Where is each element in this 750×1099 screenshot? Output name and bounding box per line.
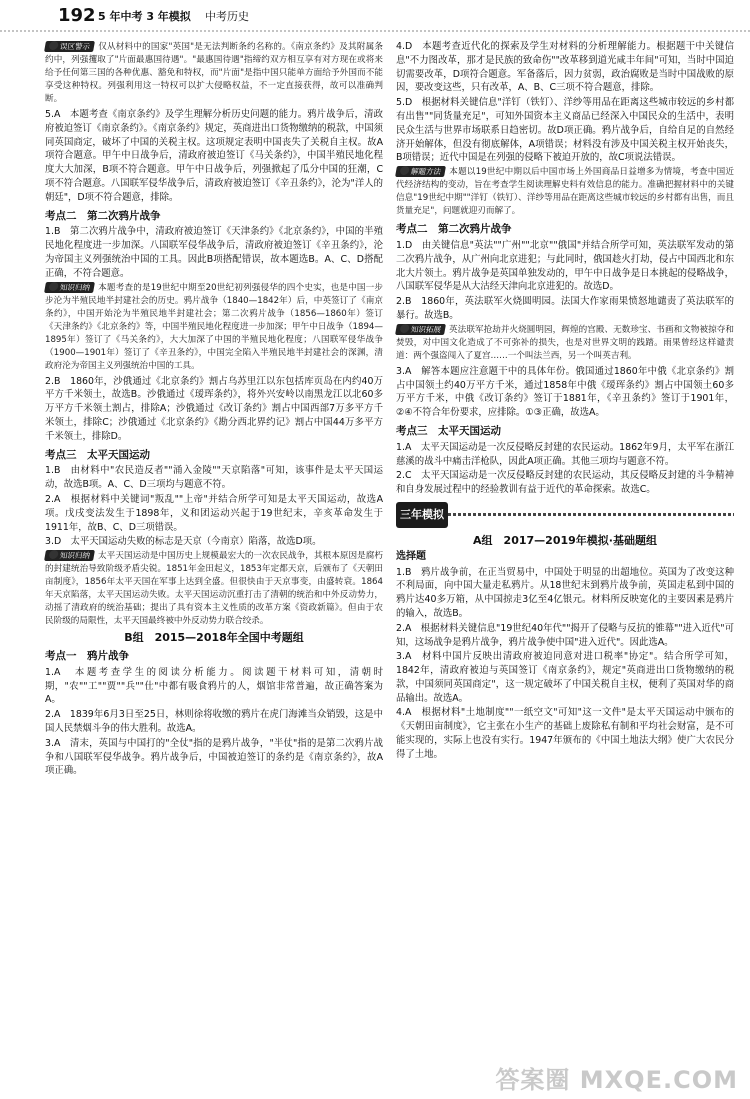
answer-paragraph: 1.B 第二次鸦片战争中，清政府被迫签订《天津条约》《北京条约》，中国的半殖民地化程度进一步加深。八国联军侵华战争后，清政府被迫签订《辛丑条约》，沦为帝国主义列强统治中国的工具。因此B项搭配错误，故本题选B。A、C、D搭配正确，不符合题意。 <box>45 226 383 279</box>
answer-paragraph: 3.A 清末，英国与中国打的"全仗"指的是鸦片战争，"半仗"指的是第二次鸦片战争和八国联军侵华战争。鸦片战争后，中国被迫签订的条约是《南京条约》，故A项正确。 <box>45 737 383 777</box>
answer-paragraph: 3.D 太平天国运动失败的标志是天京（今南京）陷落，故选D项。 <box>45 536 322 548</box>
watermark: 答案圈 MXQE.COM <box>495 1066 738 1094</box>
answer-paragraph: 2.A 1839年6月3日至25日，林则徐将收缴的鸦片在虎门海滩当众销毁，这是中国人民禁烟斗争的伟大胜利。故选A。 <box>45 709 383 734</box>
answer-paragraph: 2.C 太平天国运动是一次反侵略反封建的农民运动，其反侵略反封建的斗争精神和自身发展过程中的经验教训有益于近代的革命探索。故选C。 <box>396 470 734 496</box>
callout-extension: 知识拓展 英法联军抢劫并火烧圆明园，辉煌的宫殿、无数珍宝、书画和文物被掠夺和焚毁，对中国文化造成了不可弥补的损失，也是对世界文明的践踏。雨果曾经这样谴责道：两个强盗闯入了夏宫……一个叫法兰西，另一个叫英吉利。 <box>396 324 734 361</box>
callout-tag: 知识归纳 <box>44 550 95 561</box>
answer-paragraph: 2.B 1860年，沙俄通过《北京条约》割占乌苏里江以东包括库页岛在内约40万平方千米领土，故选B。沙俄通过《瑷珲条约》，将外兴安岭以南黑龙江以北60多万平方千米领土割占，排除A；沙俄通过《改订条约》割占中国西部7万多平方千米领土，排除C；沙俄通过《北京条约》《勘分西北界约记》割占中国44万多平方千米领土，排除D。 <box>45 375 383 442</box>
answer-paragraph: 2.B 1860年，英法联军火烧圆明园。法国大作家雨果愤怒地谴责了英法联军的暴行。故选B。 <box>396 296 734 321</box>
section-heading: 考点二 第二次鸦片战争 <box>396 223 512 236</box>
book-subtitle: 中考历史 <box>205 10 249 23</box>
page-number: 192 <box>58 5 96 26</box>
answer-paragraph: 2.A 根据材料关键信息"19世纪40年代""揭开了侵略与反抗的锥幕""进入近代"可知，这场战争是鸦片战争，鸦片战争使中国"进入近代"。因此选A。 <box>396 622 734 648</box>
callout-tag: 误区警示 <box>44 41 95 52</box>
answer-paragraph: 1.B 由材料中"农民造反者""涌入金陵""天京陷落"可知，该事件是太平天国运动，故选B项。A、C、D三项均与题意不符。 <box>45 465 383 491</box>
callout-method: 解题方法 本题以19世纪中期以后中国市场上外国商品日益增多为情境，考查中国近代经济结构的变动，旨在考查学生阅读理解史料有效信息的能力。准确把握材料中的关键信息"19世纪中期""洋钉（铁钉）、洋纱等用品在距离这些城市较远的乡村都有出售，而且货量充足"，问题就迎刃而解了。 <box>396 167 734 217</box>
left-column <box>45 40 383 779</box>
three-year-banner <box>396 501 734 529</box>
banner-badge: 三年模拟 <box>396 502 448 528</box>
section-heading: 考点三 太平天国运动 <box>45 448 150 461</box>
callout-tag: 知识拓展 <box>395 324 446 335</box>
answer-paragraph: 4.A 根据材料"土地制度""一纸空文"可知"这一文件"是太平天国运动中颁布的《天朝田亩制度》，它主张在小生产的基础上废除私有制和平均社会财富，是不可能实现的，实际上也没有实行。1947年颁布的《中国土地法大纲》使广大农民分得了土地。 <box>396 707 734 760</box>
answer-paragraph: 1.D 由关键信息"英法""广州""北京""俄国"并结合所学可知，英法联军发动的第二次鸦片战争，从广州向北京进犯；与此同时，俄国趁火打劫，侵占中国西北和东北大片领土。鸦片战争是英国单独发动的，甲午中日战争是日本挑起的侵略战争，八国联军侵华是从大沽经天津向北京进犯的。故选D。 <box>396 239 734 293</box>
answer-paragraph: 1.A 本题考查学生的阅读分析能力。阅读题干材料可知，清朝时期，"农""工""贾""兵""仕"中都有吸食鸦片的人，烟馆非常普遍，故正确答案为A。 <box>45 666 383 706</box>
answer-paragraph: 1.B 鸦片战争前，在正当贸易中，中国处于明显的出超地位。英国为了改变这种不利局面，向中国大量走私鸦片。从18世纪末到鸦片战争前，英国走私到中国的鸦片达40多万箱，从中国掠走3亿至4亿银元。材料所反映宽化的主要因素是鸦片的输入，故选B。 <box>396 566 734 619</box>
callout-knowledge: 知识归纳 太平天国运动是中国历史上规模最宏大的一次农民战争，其根本原因是腐朽的封建统治导致阶级矛盾尖锐。1851年金田起义，1853年定都天京，后颁布了《天朝田亩制度》，1856年太平天国在军事上达到全盛。但很快由于天京事变，由盛转衰。1864年天京陷落，太平天国运动失败。太平天国运动沉重打击了清朝的统治和中外反动势力，动摇了清政府的统治基础；提出了具有资本主义性质的改革方案《资政新篇》。但由于农民阶级的局限性，太平天国最终被中外反动势力联合绞杀。 <box>45 551 383 627</box>
callout-tag: 知识归纳 <box>44 282 95 293</box>
answer-paragraph: 1.A 太平天国运动是一次反侵略反封建的农民运动。1862年9月，太平军在浙江慈溪的战斗中痛击洋枪队，因此A项正确。其他三项均与题意不符。 <box>396 441 734 467</box>
group-title: B组 2015—2018年全国中考题组 <box>124 631 304 645</box>
section-heading: 考点三 太平天国运动 <box>396 424 501 437</box>
answer-paragraph: 3.A 解答本题应注意题干中的具体年份。俄国通过1860年中俄《北京条约》割占中国领土约40万平方千米，通过1858年中俄《瑷珲条约》割占中国领土60多万平方千米，中俄《改订条约》签订于1881年，《辛丑条约》签订于1901年，②④不符合年份要求，应排除。①③正确，故选A。 <box>396 365 734 419</box>
book-title: 5 年中考 3 年模拟 <box>98 10 191 23</box>
lightbulb-icon <box>399 166 410 175</box>
group-title: A组 2017—2019年模拟·基础题组 <box>473 533 657 547</box>
warning-icon <box>48 41 59 50</box>
callout-tag: 解题方法 <box>395 166 446 177</box>
answer-paragraph: 5.A 本题考查《南京条约》及学生理解分析历史问题的能力。鸦片战争后，清政府被迫签订《南京条约》。《南京条约》规定，英商进出口货物缴纳的税款，中国须同英国商定，破坏了中国的关税主权。这项规定表明中国丧失了关税自主权。故A项符合题意。甲午中日战争后，清政府被迫签订《马关条约》，中国半殖民地化程度大大加深，B项不符合题意。甲午中日战争后，列强掀起了瓜分中国的狂潮，C项不符合题意。八国联军侵华战争后，清政府被迫签订《辛丑条约》，沦为"洋人的朝廷"，D项不符合题意，排除。 <box>45 109 383 203</box>
book-icon <box>48 282 59 291</box>
callout-mistake: 误区警示 仅从材料中的国家"英国"是无法判断条约名称的。《南京条约》及其附属条约中，列强攫取了"片面最惠国待遇"。"最惠国待遇"指缔约双方相互享有对方现在或将来给予任何第三国的各种优惠、豁免和特权，而"片面"是指中国只能单方面给予外国而不能享受这种特权。列强利用这一特权可以扩大侵略权益，不一定直接获得，故可以准确判断。 <box>45 42 383 104</box>
answer-paragraph: 5.D 根据材料关键信息"洋钉（铁钉）、洋纱等用品在距离这些城市较远的乡村都有出售""同货量充足"，可知外国资本主义商品已经深入中国民众的生活中，表明民众生活与世界市场联系日趋密切。故D项正确。鸦片战争后，自给自足的自然经济开始解体，但没有彻底解体，A项错误；材料没有涉及中国关税主权开始丧失，B项错误；近代中国是在列强的侵略下被迫开放的，故C项说法错误。 <box>396 97 734 164</box>
banner-divider <box>448 513 734 516</box>
callout-knowledge: 知识归纳 本题考查的是19世纪中期至20世纪初列强侵华的四个史实，也是中国一步步沦为半殖民地半封建社会的历史。鸦片战争（1840—1842年）后，中英签订了《南京条约》，中国开始沦为半殖民地半封建社会；第二次鸦片战争（1856—1860年）签订《天津条约》《北京条约》等，中国半殖民地化程度进一步加深；甲午中日战争（1894—1895年）签订了《马关条约》，大大加深了中国的半殖民地化程度；八国联军侵华战争（1900—1901年）签订了《辛丑条约》，中国完全陷入半殖民地半封建社会的深渊，清政府沦为帝国主义列强统治中国的工具。 <box>45 282 383 371</box>
page-header <box>0 0 750 32</box>
section-heading: 考点二 第二次鸦片战争 <box>45 209 161 222</box>
section-heading: 考点一 鸦片战争 <box>45 649 129 662</box>
right-column <box>396 40 734 763</box>
header-divider <box>0 30 750 32</box>
subsection-heading: 选择题 <box>396 550 426 562</box>
answer-paragraph: 2.A 根据材料中关键词"叛乱""上帝"并结合所学可知是太平天国运动，故选A项。戊戌变法发生于1898年，义和团运动兴起于19世纪末，辛亥革命发生于1911年，故B、C、D三项错误。 <box>45 493 383 533</box>
answer-paragraph: 4.D 本题考查近代化的探索及学生对材料的分析理解能力。根据题干中关键信息"不力图改革，那才是民族的致命伤""改革移到道光咸丰年间"可知，当时中国迫切需要改革，D项符合题意。军备落后，因力贫弱，政治腐败是当时中国战败的原因，要改变这些，只有改革，A、B、C三项不符合题意，排除。 <box>396 41 734 94</box>
answer-paragraph: 3.A 材料中国片反映出清政府被迫同意对进口税率"协定"。结合所学可知，1842年，清政府被迫与英国签订《南京条约》，规定"英商进出口货物缴纳的税款，中国须同英国商定"，这一规定破坏了中国关税自主权，便利了英国对华的商品输出。故选A。 <box>396 651 734 704</box>
book-icon <box>399 324 410 333</box>
book-icon <box>48 550 59 559</box>
